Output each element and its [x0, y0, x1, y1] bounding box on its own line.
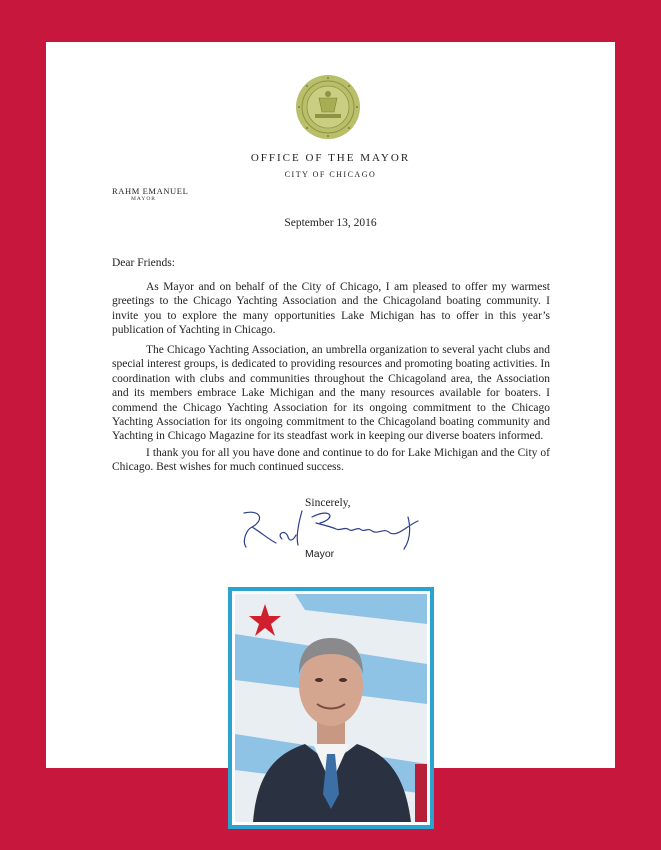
letter-date: September 13, 2016	[284, 217, 377, 229]
office-city: CITY OF CHICAGO	[284, 170, 377, 179]
closing: Sincerely,	[305, 497, 351, 509]
mayor-role: MAYOR	[131, 196, 156, 202]
mayor-photo	[235, 594, 427, 822]
city-seal-icon	[295, 74, 361, 140]
paragraph-1: As Mayor and on behalf of the City of Chicago, I am pleased to offer my warmest greetings to the Chicago Yachting Association and the Chicagoland boating community. I invite you to explore the many opportunities Lake Michigan has to offer in this year’s publication of Yachting in Chicago.	[112, 281, 550, 337]
paragraph-2: The Chicago Yachting Association, an umbrella organization to several yacht clubs and special interest groups, is dedicated to providing resources and promoting boating activities. In coordination with clubs and communities throughout the Chicagoland area, the Association and its members embrace Lake Michigan and the many resources available for boaters. I commend the Chicago Yachting Association for its ongoing commitment to the Chicago Yachting Association for its ongoing commitment to the Chicagoland boating community and Yachting in Chicago Magazine for its steadfast work in keeping our diverse boaters informed.	[112, 344, 550, 443]
signature-icon	[232, 503, 442, 555]
mayor-name: RAHM EMANUEL	[112, 186, 189, 196]
office-title: OFFICE OF THE MAYOR	[250, 152, 411, 164]
salutation: Dear Friends:	[112, 257, 175, 269]
signature-title: Mayor	[305, 548, 335, 560]
mayor-photo-frame	[228, 587, 434, 829]
paragraph-3: I thank you for all you have done and continue to do for Lake Michigan and the City of Chicago. Best wishes for much continued success.	[112, 447, 550, 474]
